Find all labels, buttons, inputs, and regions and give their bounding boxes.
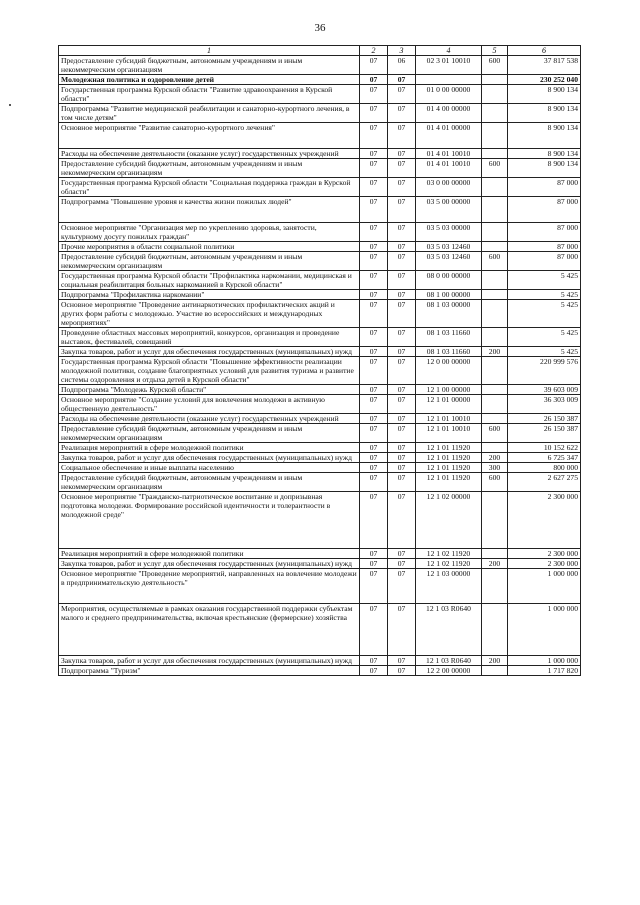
table-row — [59, 357, 581, 385]
amount: 39 603 009 — [508, 385, 581, 395]
subsection-code: 07 — [388, 347, 416, 357]
table-row — [59, 223, 581, 242]
subsection-code: 07 — [388, 75, 416, 85]
row-name: Подпрограмма "Туризм" — [59, 666, 360, 676]
row-name: Молодежная политика и оздоровление детей — [59, 75, 360, 85]
expense-type-code: 200 — [482, 347, 508, 357]
expense-type-code — [482, 242, 508, 252]
section-code: 07 — [360, 159, 388, 178]
target-article-code: 01 0 00 00000 — [416, 85, 482, 104]
expense-type-code — [482, 123, 508, 149]
target-article-code: 12 1 02 11920 — [416, 549, 482, 559]
row-name: Закупка товаров, работ и услуг для обеспечения государственных (муниципальных) нужд — [59, 559, 360, 569]
row-name: Государственная программа Курской области "Социальная поддержка граждан в Курской области" — [59, 178, 360, 197]
amount: 8 900 134 — [508, 149, 581, 159]
section-code: 07 — [360, 242, 388, 252]
amount: 1 000 000 — [508, 604, 581, 656]
target-article-code: 12 1 01 00000 — [416, 395, 482, 414]
target-article-code: 12 1 01 11920 — [416, 453, 482, 463]
table-row — [59, 569, 581, 604]
subsection-code: 07 — [388, 463, 416, 473]
target-article-code: 12 1 03 00000 — [416, 569, 482, 604]
table-row — [59, 414, 581, 424]
subsection-code: 07 — [388, 357, 416, 385]
section-code: 07 — [360, 414, 388, 424]
expense-type-code — [482, 300, 508, 328]
section-code: 07 — [360, 463, 388, 473]
table-row — [59, 328, 581, 347]
table-row — [59, 242, 581, 252]
expense-type-code — [482, 197, 508, 223]
target-article-code: 08 0 00 00000 — [416, 271, 482, 290]
target-article-code: 12 1 03 R0640 — [416, 604, 482, 656]
section-code: 07 — [360, 271, 388, 290]
section-code: 07 — [360, 197, 388, 223]
row-name: Основное мероприятие "Организация мер по укреплению здоровья, занятости, культурному досугу пожилых граждан" — [59, 223, 360, 242]
table-row — [59, 149, 581, 159]
subsection-code: 07 — [388, 395, 416, 414]
table-row — [59, 75, 581, 85]
amount: 8 900 134 — [508, 104, 581, 123]
subsection-code: 07 — [388, 242, 416, 252]
subsection-code: 07 — [388, 178, 416, 197]
row-name: Подпрограмма "Повышение уровня и качества жизни пожилых людей" — [59, 197, 360, 223]
row-name: Социальное обеспечение и иные выплаты населению — [59, 463, 360, 473]
expense-type-code — [482, 443, 508, 453]
column-header: 5 — [482, 46, 508, 56]
row-name: Прочие мероприятия в области социальной политики — [59, 242, 360, 252]
amount: 220 999 576 — [508, 357, 581, 385]
row-name: Предоставление субсидий бюджетным, автономным учреждениям и иным некоммерческим организациям — [59, 424, 360, 443]
target-article-code: 03 5 00 00000 — [416, 197, 482, 223]
section-code: 07 — [360, 473, 388, 492]
amount: 2 627 275 — [508, 473, 581, 492]
budget-table — [58, 45, 581, 676]
amount: 87 000 — [508, 252, 581, 271]
amount: 87 000 — [508, 223, 581, 242]
subsection-code: 07 — [388, 453, 416, 463]
section-code: 07 — [360, 656, 388, 666]
amount: 87 000 — [508, 197, 581, 223]
amount: 36 303 009 — [508, 395, 581, 414]
amount: 6 725 347 — [508, 453, 581, 463]
column-header: 6 — [508, 46, 581, 56]
expense-type-code — [482, 492, 508, 549]
expense-type-code — [482, 85, 508, 104]
section-code: 07 — [360, 559, 388, 569]
amount: 800 000 — [508, 463, 581, 473]
table-row — [59, 385, 581, 395]
section-code: 07 — [360, 549, 388, 559]
target-article-code: 03 5 03 12460 — [416, 252, 482, 271]
subsection-code: 07 — [388, 424, 416, 443]
amount: 1 000 000 — [508, 656, 581, 666]
expense-type-code: 600 — [482, 56, 508, 75]
expense-type-code — [482, 328, 508, 347]
section-code: 07 — [360, 123, 388, 149]
row-name: Основное мероприятие "Проведение мероприятий, направленных на вовлечение молодежи в предпринимательскую деятельность" — [59, 569, 360, 604]
target-article-code: 01 4 00 00000 — [416, 104, 482, 123]
subsection-code: 07 — [388, 159, 416, 178]
target-article-code: 08 1 00 00000 — [416, 290, 482, 300]
amount: 8 900 134 — [508, 123, 581, 149]
target-article-code: 12 2 00 00000 — [416, 666, 482, 676]
row-name: Предоставление субсидий бюджетным, автономным учреждениям и иным некоммерческим организациям — [59, 159, 360, 178]
target-article-code: 08 1 03 00000 — [416, 300, 482, 328]
section-code: 07 — [360, 104, 388, 123]
row-name: Мероприятия, осуществляемые в рамках оказания государственной поддержки субъектам малого и среднего предпринимательства, включая крестьянские (фермерские) хозяйства — [59, 604, 360, 656]
section-code: 07 — [360, 424, 388, 443]
section-code: 07 — [360, 443, 388, 453]
expense-type-code: 600 — [482, 252, 508, 271]
section-code: 07 — [360, 357, 388, 385]
row-name: Основное мероприятие "Проведение антинаркотических профилактических акций и других форм работы с молодежью. Участие во всероссийских и международных мероприятиях" — [59, 300, 360, 328]
amount: 1 000 000 — [508, 569, 581, 604]
table-header-row — [59, 46, 581, 56]
row-name: Проведение областных массовых мероприятий, конкурсов, организация и проведение выставок, фестивалей, совещаний — [59, 328, 360, 347]
expense-type-code — [482, 271, 508, 290]
table-row — [59, 453, 581, 463]
amount: 5 425 — [508, 271, 581, 290]
subsection-code: 07 — [388, 223, 416, 242]
table-row — [59, 666, 581, 676]
section-code: 07 — [360, 223, 388, 242]
table-row — [59, 463, 581, 473]
amount: 8 900 134 — [508, 159, 581, 178]
section-code: 07 — [360, 300, 388, 328]
subsection-code: 07 — [388, 300, 416, 328]
row-name: Предоставление субсидий бюджетным, автономным учреждениям и иным некоммерческим организациям — [59, 252, 360, 271]
target-article-code: 12 0 00 00000 — [416, 357, 482, 385]
table-row — [59, 656, 581, 666]
expense-type-code — [482, 104, 508, 123]
amount: 5 425 — [508, 300, 581, 328]
target-article-code — [416, 75, 482, 85]
row-name: Предоставление субсидий бюджетным, автономным учреждениям и иным некоммерческим организациям — [59, 56, 360, 75]
row-name: Предоставление субсидий бюджетным, автономным учреждениям и иным некоммерческим организациям — [59, 473, 360, 492]
target-article-code: 12 1 01 10010 — [416, 414, 482, 424]
table-row — [59, 197, 581, 223]
row-name: Закупка товаров, работ и услуг для обеспечения государственных (муниципальных) нужд — [59, 656, 360, 666]
table-row — [59, 604, 581, 656]
expense-type-code — [482, 604, 508, 656]
expense-type-code: 600 — [482, 473, 508, 492]
table-row — [59, 473, 581, 492]
table-row — [59, 395, 581, 414]
target-article-code: 12 1 02 00000 — [416, 492, 482, 549]
row-name: Государственная программа Курской области "Повышение эффективности реализации молодежной политики, создание благоприятных условий для развития туризма и развитие системы оздоровления и отдыха детей в Курской области" — [59, 357, 360, 385]
table-row — [59, 492, 581, 549]
table-row — [59, 443, 581, 453]
target-article-code: 08 1 03 11660 — [416, 328, 482, 347]
row-name: Реализация мероприятий в сфере молодежной политики — [59, 549, 360, 559]
expense-type-code: 200 — [482, 453, 508, 463]
subsection-code: 07 — [388, 569, 416, 604]
expense-type-code — [482, 666, 508, 676]
amount: 2 300 000 — [508, 549, 581, 559]
amount: 8 900 134 — [508, 85, 581, 104]
section-code: 07 — [360, 290, 388, 300]
target-article-code: 12 1 02 11920 — [416, 559, 482, 569]
amount: 5 425 — [508, 347, 581, 357]
expense-type-code — [482, 395, 508, 414]
section-code: 07 — [360, 56, 388, 75]
target-article-code: 03 5 03 00000 — [416, 223, 482, 242]
table-row — [59, 271, 581, 290]
expense-type-code — [482, 149, 508, 159]
target-article-code: 02 3 01 10010 — [416, 56, 482, 75]
table-row — [59, 178, 581, 197]
expense-type-code: 200 — [482, 559, 508, 569]
subsection-code: 07 — [388, 149, 416, 159]
target-article-code: 12 1 00 00000 — [416, 385, 482, 395]
table-row — [59, 85, 581, 104]
target-article-code: 01 4 01 00000 — [416, 123, 482, 149]
subsection-code: 07 — [388, 85, 416, 104]
expense-type-code — [482, 549, 508, 559]
subsection-code: 07 — [388, 328, 416, 347]
expense-type-code — [482, 357, 508, 385]
row-name: Подпрограмма "Профилактика наркомании" — [59, 290, 360, 300]
subsection-code: 07 — [388, 473, 416, 492]
row-name: Подпрограмма "Развитие медицинской реабилитации и санаторно-курортного лечения, в том числе детям" — [59, 104, 360, 123]
subsection-code: 07 — [388, 666, 416, 676]
amount: 37 817 538 — [508, 56, 581, 75]
target-article-code: 12 1 01 11920 — [416, 443, 482, 453]
amount: 2 300 000 — [508, 559, 581, 569]
expense-type-code: 300 — [482, 463, 508, 473]
subsection-code: 07 — [388, 104, 416, 123]
row-name: Закупка товаров, работ и услуг для обеспечения государственных (муниципальных) нужд — [59, 347, 360, 357]
subsection-code: 06 — [388, 56, 416, 75]
amount: 1 717 820 — [508, 666, 581, 676]
section-code: 07 — [360, 347, 388, 357]
table-row — [59, 252, 581, 271]
table-row — [59, 290, 581, 300]
table-row — [59, 159, 581, 178]
row-name: Расходы на обеспечение деятельности (оказание услуг) государственных учреждений — [59, 414, 360, 424]
row-name: Закупка товаров, работ и услуг для обеспечения государственных (муниципальных) нужд — [59, 453, 360, 463]
section-code: 07 — [360, 453, 388, 463]
table-row — [59, 104, 581, 123]
expense-type-code: 200 — [482, 656, 508, 666]
subsection-code: 07 — [388, 123, 416, 149]
expense-type-code — [482, 385, 508, 395]
amount: 26 150 387 — [508, 414, 581, 424]
amount: 87 000 — [508, 178, 581, 197]
expense-type-code — [482, 569, 508, 604]
table-row — [59, 300, 581, 328]
table-row — [59, 123, 581, 149]
amount: 87 000 — [508, 242, 581, 252]
section-code: 07 — [360, 604, 388, 656]
subsection-code: 07 — [388, 197, 416, 223]
subsection-code: 07 — [388, 414, 416, 424]
subsection-code: 07 — [388, 385, 416, 395]
column-header: 4 — [416, 46, 482, 56]
column-header: 3 — [388, 46, 416, 56]
row-name: Основное мероприятие "Создание условий для вовлечения молодежи в активную общественную деятельность" — [59, 395, 360, 414]
subsection-code: 07 — [388, 492, 416, 549]
target-article-code: 03 0 00 00000 — [416, 178, 482, 197]
section-code: 07 — [360, 492, 388, 549]
expense-type-code — [482, 414, 508, 424]
subsection-code: 07 — [388, 252, 416, 271]
expense-type-code — [482, 223, 508, 242]
target-article-code: 01 4 01 10010 — [416, 149, 482, 159]
section-code: 07 — [360, 328, 388, 347]
page-number: 36 — [314, 22, 326, 34]
subsection-code: 07 — [388, 271, 416, 290]
column-header: 1 — [59, 46, 360, 56]
margin-dot — [9, 104, 11, 106]
section-code: 07 — [360, 75, 388, 85]
target-article-code: 12 1 03 R0640 — [416, 656, 482, 666]
table-row — [59, 549, 581, 559]
section-code: 07 — [360, 178, 388, 197]
section-code: 07 — [360, 149, 388, 159]
expense-type-code: 600 — [482, 159, 508, 178]
subsection-code: 07 — [388, 443, 416, 453]
target-article-code: 12 1 01 11920 — [416, 473, 482, 492]
section-code: 07 — [360, 385, 388, 395]
subsection-code: 07 — [388, 656, 416, 666]
table-row — [59, 559, 581, 569]
expense-type-code — [482, 290, 508, 300]
table-row — [59, 424, 581, 443]
target-article-code: 03 5 03 12460 — [416, 242, 482, 252]
section-code: 07 — [360, 85, 388, 104]
table-row — [59, 56, 581, 75]
row-name: Основное мероприятие "Развитие санаторно-курортного лечения" — [59, 123, 360, 149]
amount: 2 300 000 — [508, 492, 581, 549]
row-name: Реализация мероприятий в сфере молодежной политики — [59, 443, 360, 453]
target-article-code: 12 1 01 11920 — [416, 463, 482, 473]
target-article-code: 01 4 01 10010 — [416, 159, 482, 178]
column-header: 2 — [360, 46, 388, 56]
section-code: 07 — [360, 666, 388, 676]
amount: 10 152 622 — [508, 443, 581, 453]
expense-type-code: 600 — [482, 424, 508, 443]
subsection-code: 07 — [388, 559, 416, 569]
section-code: 07 — [360, 569, 388, 604]
target-article-code: 12 1 01 10010 — [416, 424, 482, 443]
section-code: 07 — [360, 395, 388, 414]
amount: 26 150 387 — [508, 424, 581, 443]
amount: 230 252 040 — [508, 75, 581, 85]
table-row — [59, 347, 581, 357]
amount: 5 425 — [508, 328, 581, 347]
target-article-code: 08 1 03 11660 — [416, 347, 482, 357]
row-name: Государственная программа Курской области "Развитие здравоохранения в Курской области" — [59, 85, 360, 104]
amount: 5 425 — [508, 290, 581, 300]
row-name: Расходы на обеспечение деятельности (оказание услуг) государственных учреждений — [59, 149, 360, 159]
subsection-code: 07 — [388, 604, 416, 656]
row-name: Основное мероприятие "Гражданско-патриотическое воспитание и допризывная подготовка молодежи. Формирование российской идентичности и толерантности в молодежной среде" — [59, 492, 360, 549]
row-name: Подпрограмма "Молодежь Курской области" — [59, 385, 360, 395]
subsection-code: 07 — [388, 549, 416, 559]
section-code: 07 — [360, 252, 388, 271]
row-name: Государственная программа Курской области "Профилактика наркомании, медицинская и социальная реабилитация больных наркоманией в Курской области" — [59, 271, 360, 290]
subsection-code: 07 — [388, 290, 416, 300]
expense-type-code — [482, 75, 508, 85]
expense-type-code — [482, 178, 508, 197]
